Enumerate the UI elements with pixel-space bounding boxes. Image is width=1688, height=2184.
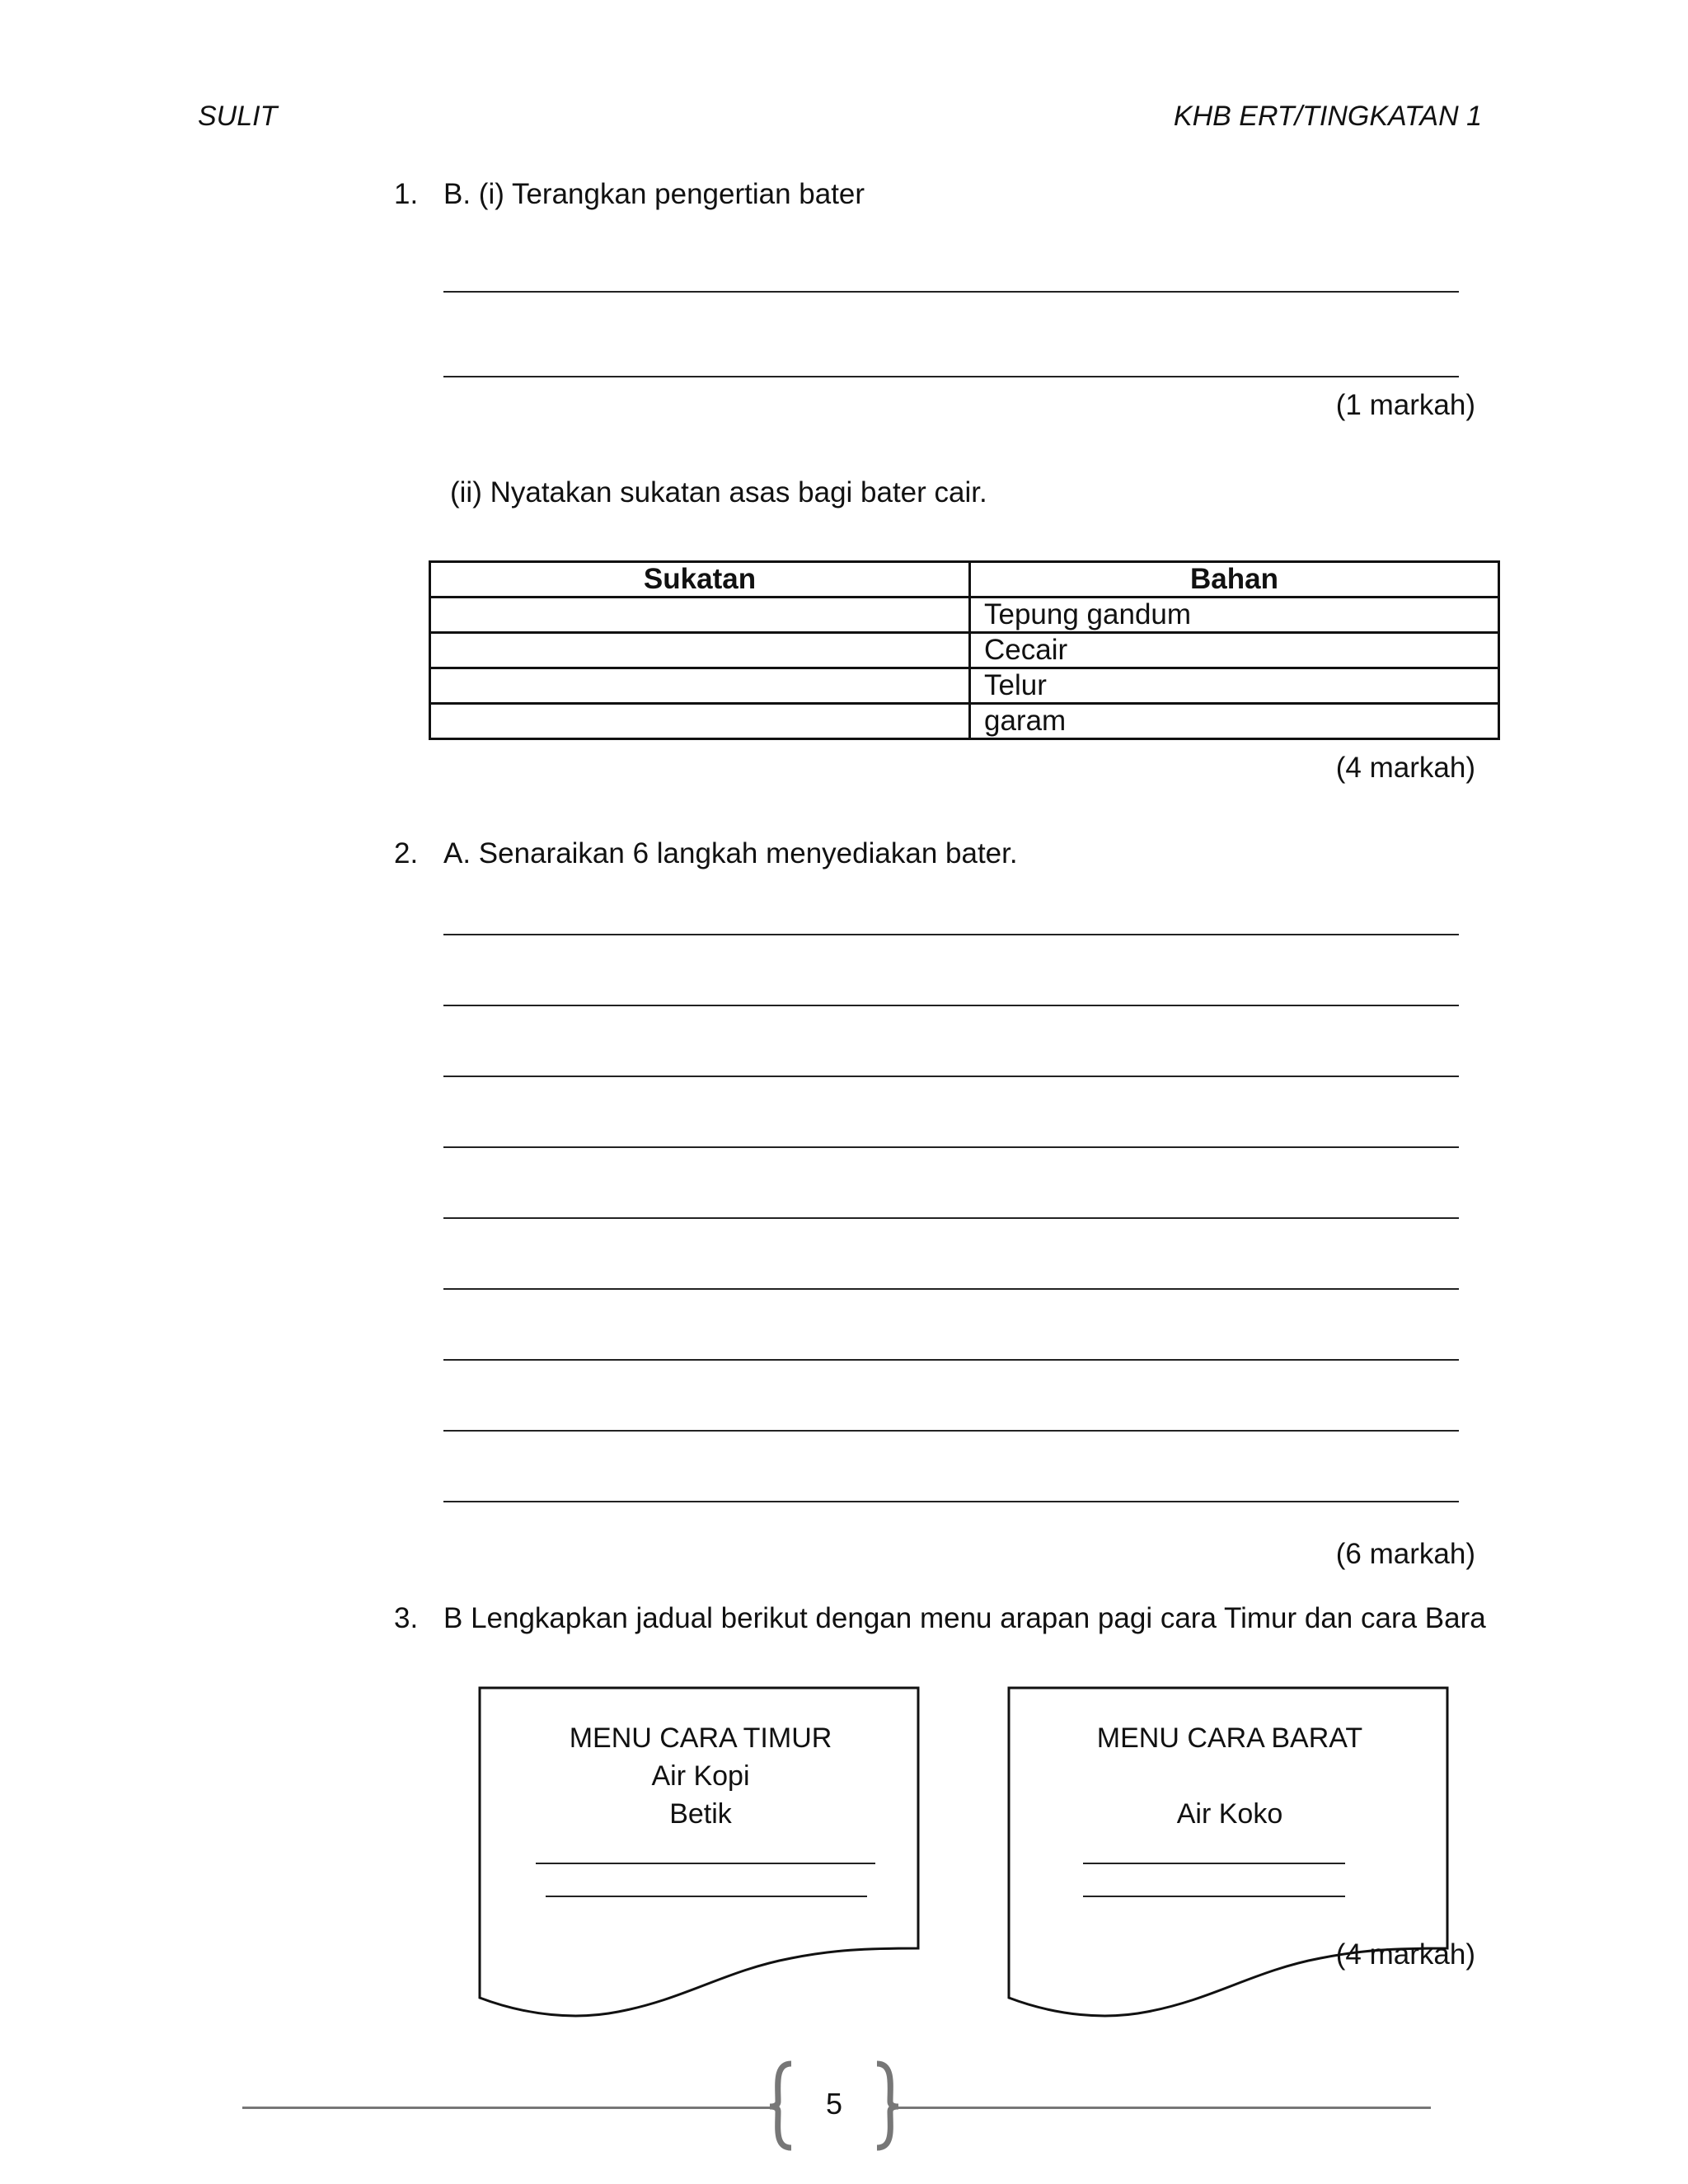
q2-text: A. Senaraikan 6 langkah menyediakan bater.	[443, 837, 1018, 869]
table-row	[430, 598, 1499, 633]
answer-line	[443, 934, 1459, 935]
answer-line	[1083, 1863, 1345, 1864]
answer-line	[443, 1501, 1459, 1502]
table-cell: Telur	[970, 668, 1499, 704]
footer-rule	[242, 2107, 770, 2109]
answer-line	[443, 1359, 1459, 1361]
q1-part-i: B. (i) Terangkan pengertian bater	[443, 178, 865, 210]
footer-rule	[895, 2107, 1431, 2109]
table-cell: garam	[970, 704, 1499, 739]
table-cell	[430, 633, 970, 668]
table-cell: Tepung gandum	[970, 598, 1499, 633]
menu-timur-card	[478, 1686, 923, 2024]
menu-timur-item: Air Kopi	[651, 1760, 750, 1792]
table-row	[430, 704, 1499, 739]
q1-marks-i: (1 markah)	[1335, 389, 1475, 421]
table-row	[430, 633, 1499, 668]
menu-barat-title: MENU CARA BARAT	[1096, 1722, 1363, 1754]
answer-line	[443, 1146, 1459, 1148]
answer-line	[443, 1430, 1459, 1432]
answer-line	[443, 1288, 1459, 1290]
answer-line	[1083, 1896, 1345, 1897]
q3-text: B Lengkapkan jadual berikut dengan menu arapan pagi cara Timur dan cara Bara	[443, 1602, 1486, 1634]
q1-marks-ii: (4 markah)	[1335, 752, 1475, 784]
right-bracket-icon	[869, 2060, 902, 2151]
answer-line	[546, 1896, 867, 1897]
table-header: Bahan	[970, 562, 1499, 598]
q2-marks: (6 markah)	[1335, 1538, 1475, 1570]
answer-line	[443, 1217, 1459, 1219]
q3-marks: (4 markah)	[1335, 1938, 1475, 1971]
table-cell: Cecair	[970, 633, 1499, 668]
table-cell	[430, 704, 970, 739]
left-bracket-icon	[767, 2060, 799, 2151]
menu-timur-item: Betik	[669, 1798, 732, 1830]
menu-barat-card	[1007, 1686, 1452, 2024]
table-header-row	[430, 562, 1499, 598]
header-left: SULIT	[198, 101, 278, 132]
table-cell	[430, 598, 970, 633]
q2-number: 2.	[394, 837, 419, 869]
menu-timur-title: MENU CARA TIMUR	[569, 1722, 832, 1754]
answer-line	[443, 291, 1459, 293]
q1-part-ii: (ii) Nyatakan sukatan asas bagi bater cair.	[450, 476, 987, 509]
answer-line	[536, 1863, 875, 1864]
menu-barat-item: Air Koko	[1176, 1798, 1283, 1830]
q3-number: 3.	[394, 1602, 419, 1634]
page-number: 5	[825, 2087, 843, 2121]
table-row	[430, 668, 1499, 704]
answer-line	[443, 1005, 1459, 1006]
sukatan-table	[429, 560, 1500, 740]
answer-line	[443, 376, 1459, 377]
q1-number: 1.	[394, 178, 419, 210]
table-header: Sukatan	[430, 562, 970, 598]
answer-line	[443, 1076, 1459, 1077]
header-right: KHB ERT/TINGKATAN 1	[1173, 101, 1482, 132]
table-cell	[430, 668, 970, 704]
